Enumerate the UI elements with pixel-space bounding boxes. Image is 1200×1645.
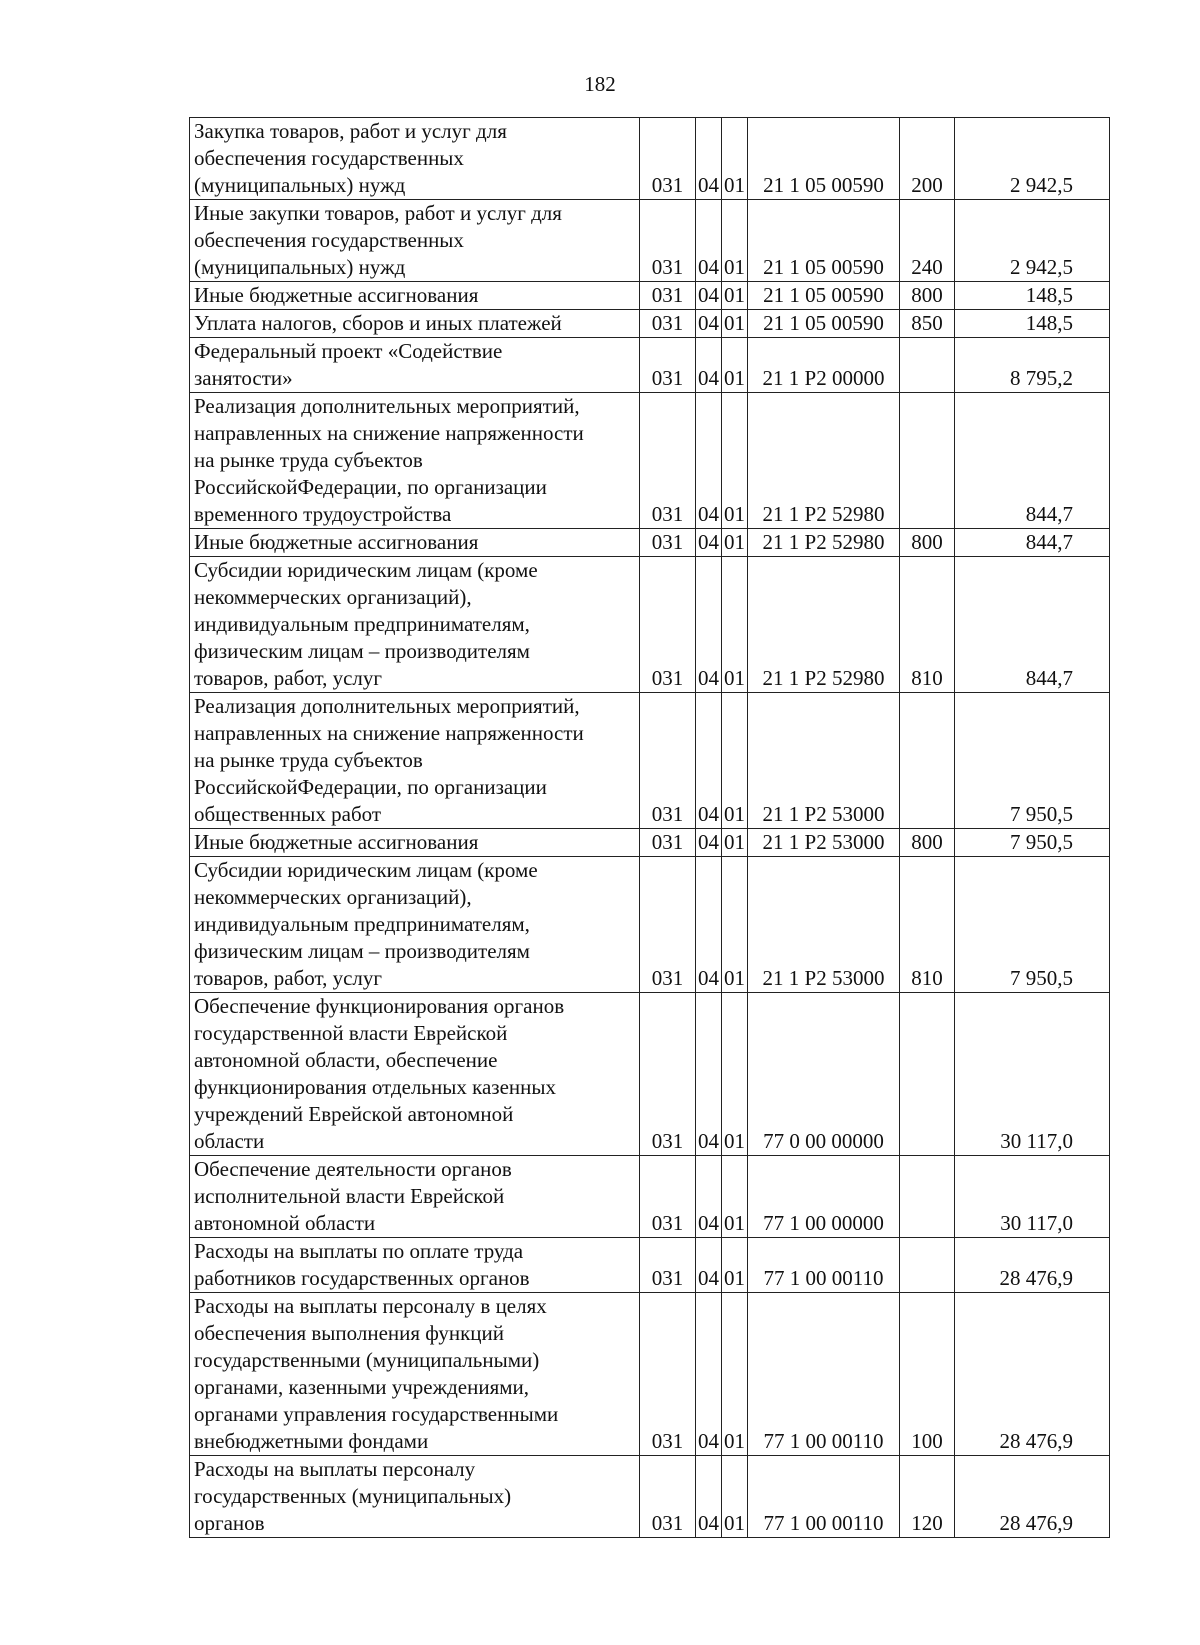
target-article-cell: 77 1 00 00110 <box>748 1456 900 1538</box>
subsection-cell: 01 <box>722 529 748 557</box>
table-row <box>190 1156 1110 1238</box>
target-article-cell: 21 1 P2 52980 <box>748 557 900 693</box>
row-name-cell: Закупка товаров, работ и услуг для обеспечения государственных (муниципальных) нужд <box>190 118 640 200</box>
grbs-cell: 031 <box>640 310 696 338</box>
row-name-cell: Обеспечение функционирования органов государственной власти Еврейской автономной области, обеспечение функционирования отдельных казенных учреждений Еврейской автономной области <box>190 993 640 1156</box>
grbs-cell: 031 <box>640 282 696 310</box>
sum-cell: 28 476,9 <box>955 1456 1110 1538</box>
expense-type-cell <box>900 338 955 393</box>
sum-cell: 7 950,5 <box>955 829 1110 857</box>
target-article-cell: 77 1 00 00110 <box>748 1238 900 1293</box>
expense-type-cell <box>900 993 955 1156</box>
target-article-cell: 21 1 P2 53000 <box>748 829 900 857</box>
grbs-cell: 031 <box>640 118 696 200</box>
sum-cell: 148,5 <box>955 282 1110 310</box>
expense-type-cell: 810 <box>900 857 955 993</box>
subsection-cell: 01 <box>722 857 748 993</box>
section-cell: 04 <box>696 1156 722 1238</box>
table-row <box>190 200 1110 282</box>
section-cell: 04 <box>696 1456 722 1538</box>
section-cell: 04 <box>696 829 722 857</box>
table-row <box>190 393 1110 529</box>
expense-type-cell: 120 <box>900 1456 955 1538</box>
section-cell: 04 <box>696 200 722 282</box>
subsection-cell: 01 <box>722 557 748 693</box>
grbs-cell: 031 <box>640 1293 696 1456</box>
sum-cell: 844,7 <box>955 393 1110 529</box>
target-article-cell: 21 1 P2 00000 <box>748 338 900 393</box>
row-name-cell: Федеральный проект «Содействие занятости» <box>190 338 640 393</box>
grbs-cell: 031 <box>640 1238 696 1293</box>
table-row <box>190 557 1110 693</box>
row-name-cell: Иные бюджетные ассигнования <box>190 829 640 857</box>
grbs-cell: 031 <box>640 829 696 857</box>
expense-type-cell: 240 <box>900 200 955 282</box>
sum-cell: 7 950,5 <box>955 693 1110 829</box>
row-name-cell: Иные бюджетные ассигнования <box>190 529 640 557</box>
section-cell: 04 <box>696 693 722 829</box>
section-cell: 04 <box>696 282 722 310</box>
grbs-cell: 031 <box>640 1456 696 1538</box>
table-row <box>190 1238 1110 1293</box>
grbs-cell: 031 <box>640 200 696 282</box>
target-article-cell: 77 1 00 00110 <box>748 1293 900 1456</box>
grbs-cell: 031 <box>640 529 696 557</box>
table-row <box>190 118 1110 200</box>
subsection-cell: 01 <box>722 1456 748 1538</box>
sum-cell: 844,7 <box>955 529 1110 557</box>
subsection-cell: 01 <box>722 993 748 1156</box>
section-cell: 04 <box>696 393 722 529</box>
sum-cell: 2 942,5 <box>955 200 1110 282</box>
section-cell: 04 <box>696 857 722 993</box>
expense-type-cell: 800 <box>900 529 955 557</box>
grbs-cell: 031 <box>640 857 696 993</box>
expense-type-cell: 100 <box>900 1293 955 1456</box>
sum-cell: 7 950,5 <box>955 857 1110 993</box>
subsection-cell: 01 <box>722 829 748 857</box>
table-row <box>190 338 1110 393</box>
section-cell: 04 <box>696 338 722 393</box>
table-row <box>190 1456 1110 1538</box>
row-name-cell: Расходы на выплаты персоналу государственных (муниципальных) органов <box>190 1456 640 1538</box>
expense-type-cell <box>900 1156 955 1238</box>
grbs-cell: 031 <box>640 338 696 393</box>
expense-type-cell: 850 <box>900 310 955 338</box>
target-article-cell: 77 1 00 00000 <box>748 1156 900 1238</box>
sum-cell: 28 476,9 <box>955 1293 1110 1456</box>
section-cell: 04 <box>696 118 722 200</box>
subsection-cell: 01 <box>722 393 748 529</box>
subsection-cell: 01 <box>722 338 748 393</box>
expense-type-cell <box>900 693 955 829</box>
subsection-cell: 01 <box>722 1156 748 1238</box>
subsection-cell: 01 <box>722 310 748 338</box>
grbs-cell: 031 <box>640 1156 696 1238</box>
row-name-cell: Субсидии юридическим лицам (кроме некоммерческих организаций), индивидуальным предпринимателям, физическим лицам – производителям товаров, работ, услуг <box>190 557 640 693</box>
section-cell: 04 <box>696 529 722 557</box>
subsection-cell: 01 <box>722 118 748 200</box>
row-name-cell: Иные закупки товаров, работ и услуг для обеспечения государственных (муниципальных) нужд <box>190 200 640 282</box>
expense-type-cell: 800 <box>900 282 955 310</box>
sum-cell: 8 795,2 <box>955 338 1110 393</box>
section-cell: 04 <box>696 993 722 1156</box>
sum-cell: 2 942,5 <box>955 118 1110 200</box>
row-name-cell: Реализация дополнительных мероприятий, направленных на снижение напряженности на рынке труда субъектов РоссийскойФедерации, по организации общественных работ <box>190 693 640 829</box>
subsection-cell: 01 <box>722 1238 748 1293</box>
grbs-cell: 031 <box>640 693 696 829</box>
expense-type-cell <box>900 1238 955 1293</box>
sum-cell: 148,5 <box>955 310 1110 338</box>
target-article-cell: 77 0 00 00000 <box>748 993 900 1156</box>
table-row <box>190 282 1110 310</box>
section-cell: 04 <box>696 1238 722 1293</box>
row-name-cell: Расходы на выплаты по оплате труда работников государственных органов <box>190 1238 640 1293</box>
target-article-cell: 21 1 P2 53000 <box>748 857 900 993</box>
sum-cell: 30 117,0 <box>955 1156 1110 1238</box>
table-row <box>190 857 1110 993</box>
target-article-cell: 21 1 05 00590 <box>748 310 900 338</box>
table-row <box>190 529 1110 557</box>
target-article-cell: 21 1 P2 52980 <box>748 529 900 557</box>
row-name-cell: Реализация дополнительных мероприятий, направленных на снижение напряженности на рынке труда субъектов РоссийскойФедерации, по организации временного трудоустройства <box>190 393 640 529</box>
target-article-cell: 21 1 P2 53000 <box>748 693 900 829</box>
row-name-cell: Субсидии юридическим лицам (кроме некоммерческих организаций), индивидуальным предпринимателям, физическим лицам – производителям товаров, работ, услуг <box>190 857 640 993</box>
sum-cell: 844,7 <box>955 557 1110 693</box>
expense-type-cell: 810 <box>900 557 955 693</box>
target-article-cell: 21 1 05 00590 <box>748 282 900 310</box>
subsection-cell: 01 <box>722 693 748 829</box>
target-article-cell: 21 1 05 00590 <box>748 200 900 282</box>
grbs-cell: 031 <box>640 393 696 529</box>
subsection-cell: 01 <box>722 282 748 310</box>
target-article-cell: 21 1 P2 52980 <box>748 393 900 529</box>
grbs-cell: 031 <box>640 993 696 1156</box>
section-cell: 04 <box>696 310 722 338</box>
expense-type-cell: 800 <box>900 829 955 857</box>
row-name-cell: Уплата налогов, сборов и иных платежей <box>190 310 640 338</box>
table-row <box>190 993 1110 1156</box>
row-name-cell: Обеспечение деятельности органов исполнительной власти Еврейской автономной области <box>190 1156 640 1238</box>
expense-type-cell <box>900 393 955 529</box>
budget-table <box>189 117 1110 1538</box>
subsection-cell: 01 <box>722 1293 748 1456</box>
grbs-cell: 031 <box>640 557 696 693</box>
target-article-cell: 21 1 05 00590 <box>748 118 900 200</box>
table-row <box>190 693 1110 829</box>
table-row <box>190 310 1110 338</box>
budget-table-body <box>190 118 1110 1538</box>
page-number: 182 <box>584 72 616 96</box>
table-row <box>190 829 1110 857</box>
row-name-cell: Расходы на выплаты персоналу в целях обеспечения выполнения функций государственными (муниципальными) органами, казенными учреждениями, органами управления государственными внебюджетными фондами <box>190 1293 640 1456</box>
sum-cell: 30 117,0 <box>955 993 1110 1156</box>
expense-type-cell: 200 <box>900 118 955 200</box>
sum-cell: 28 476,9 <box>955 1238 1110 1293</box>
subsection-cell: 01 <box>722 200 748 282</box>
table-row <box>190 1293 1110 1456</box>
section-cell: 04 <box>696 1293 722 1456</box>
row-name-cell: Иные бюджетные ассигнования <box>190 282 640 310</box>
section-cell: 04 <box>696 557 722 693</box>
